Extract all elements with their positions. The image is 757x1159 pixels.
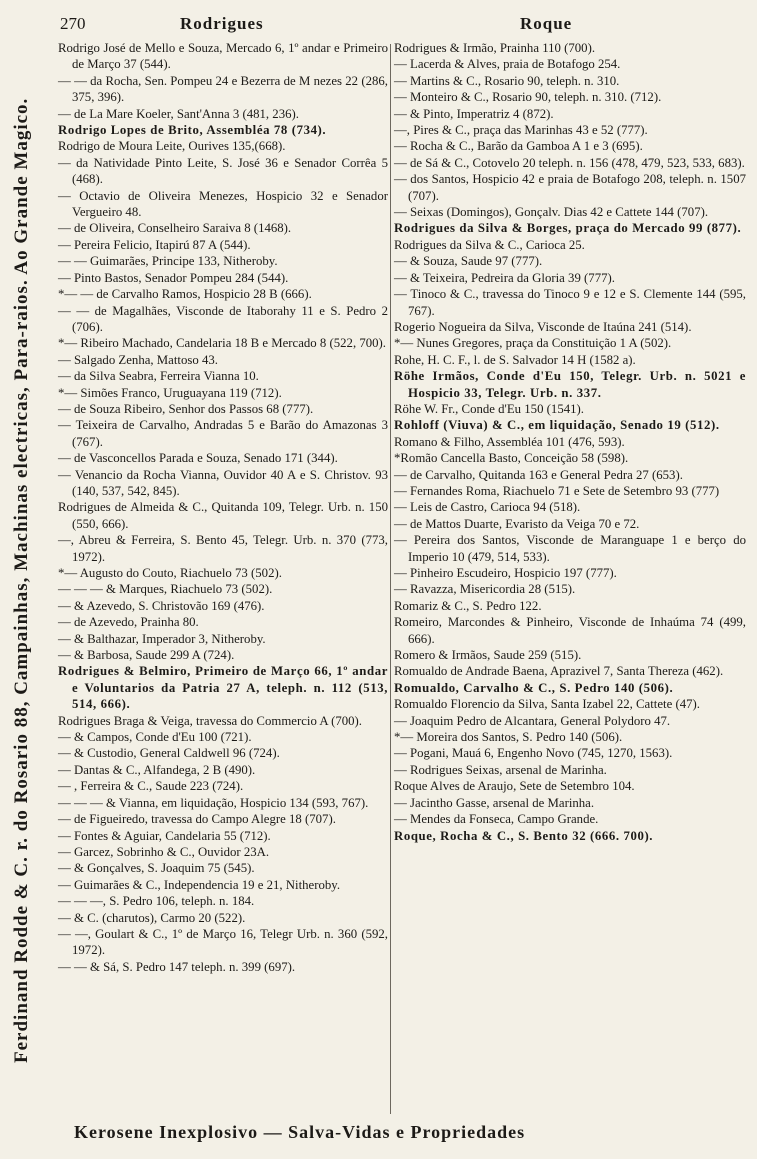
directory-entry: — Rocha & C., Barão da Gamboa A 1 e 3 (695).	[394, 139, 643, 154]
directory-entry: — & Campos, Conde d'Eu 100 (721).	[58, 730, 252, 745]
directory-entry: *— Augusto do Couto, Riachuelo 73 (502).	[58, 566, 282, 580]
directory-entry: — de Oliveira, Conselheiro Saraiva 8 (1468).	[58, 221, 292, 236]
directory-entry: — Joaquim Pedro de Alcantara, General Polydoro 47.	[394, 713, 671, 728]
bottom-advertisement: Kerosene Inexplosivo — Salva-Vidas e Propriedades	[74, 1122, 526, 1142]
directory-entry: — Garcez, Sobrinho & C., Ouvidor 23A.	[58, 844, 270, 859]
right-running-head: Roque	[520, 14, 573, 33]
directory-entry: — & Pinto, Imperatriz 4 (872).	[394, 106, 554, 121]
directory-entry: — Venancio da Rocha Vianna, Ouvidor 40 A e S. Christov. 93 (140, 537, 542, 845).	[58, 467, 388, 498]
directory-entry: — — de Magalhães, Visconde de Itaborahy 11 e S. Pedro 2 (706).	[58, 303, 388, 334]
directory-entry: — & Barbosa, Saude 299 A (724).	[58, 648, 235, 663]
directory-entry: — — da Rocha, Sen. Pompeu 24 e Bezerra de M nezes 22 (286, 375, 396).	[58, 73, 388, 105]
directory-entry: — Monteiro & C., Rosario 90, teleph. n. 310. (712).	[394, 90, 662, 105]
directory-entry: — dos Santos, Hospicio 42 e praia de Botafogo 208, teleph. n. 1507 (707).	[394, 172, 746, 203]
directory-entry: — da Natividade Pinto Leite, S. José 36 e Senador Corrêa 5 (468).	[58, 155, 388, 187]
directory-entry-bold: Romualdo, Carvalho & C., S. Pedro 140 (506).	[394, 680, 674, 695]
directory-entry: — de Azevedo, Prainha 80.	[58, 615, 199, 630]
directory-entry-bold: Roque, Rocha & C., S. Bento 32 (666. 700).	[394, 828, 654, 843]
directory-entry: — de Sá & C., Cotovelo 20 teleph. n. 156 (478, 479, 523, 533, 683).	[394, 155, 745, 170]
directory-entry: — — —, S. Pedro 106, teleph. n. 184.	[58, 894, 255, 909]
directory-entry: — Ravazza, Misericordia 28 (515).	[394, 582, 576, 597]
directory-entry-bold: Röhe Irmãos, Conde d'Eu 150, Telegr. Urb. n. 5021 e Hospicio 33, Telegr. Urb. n. 337.	[394, 369, 746, 400]
right-column	[394, 40, 746, 844]
directory-entry: *— Ribeiro Machado, Candelaria 18 B e Mercado 8 (522, 700).	[58, 336, 387, 351]
directory-entry: — Pinto Bastos, Senador Pompeu 284 (544).	[58, 270, 289, 285]
directory-entry: — & Gonçalves, S. Joaquim 75 (545).	[58, 861, 255, 876]
directory-entry: —, Abreu & Ferreira, S. Bento 45, Telegr. Urb. n. 370 (773, 1972).	[58, 533, 388, 564]
directory-entry: — — Guimarães, Principe 133, Nitheroby.	[58, 254, 278, 269]
directory-entry: Rodrigues de Almeida & C., Quitanda 109, Telegr. Urb. n. 150 (550, 666).	[58, 500, 388, 531]
directory-entry: — Martins & C., Rosario 90, teleph. n. 310.	[394, 73, 620, 88]
directory-entry: —, Pires & C., praça das Marinhas 43 e 52 (777).	[394, 123, 648, 138]
directory-entry: — Fontes & Aguiar, Candelaria 55 (712).	[58, 828, 271, 843]
directory-entry: Romariz & C., S. Pedro 122.	[394, 598, 542, 613]
column-rule	[390, 44, 391, 1114]
directory-entry: — Rodrigues Seixas, arsenal de Marinha.	[394, 762, 607, 777]
directory-entry: — de La Mare Koeler, Sant'Anna 3 (481, 236).	[58, 106, 299, 121]
directory-entry: — Teixeira de Carvalho, Andradas 5 e Barão do Amazonas 3 (767).	[58, 418, 388, 449]
directory-entry: — Guimarães & C., Independencia 19 e 21, Nitheroby.	[58, 877, 341, 892]
directory-entry: Romeiro, Marcondes & Pinheiro, Visconde de Inhaúma 74 (499, 666).	[394, 615, 746, 646]
directory-entry: *Romão Cancella Basto, Conceição 58 (598).	[394, 451, 629, 466]
directory-entry: — de Mattos Duarte, Evaristo da Veiga 70 e 72.	[394, 516, 640, 531]
directory-entry: *— Simões Franco, Uruguayana 119 (712).	[58, 385, 282, 400]
directory-entry: — & Souza, Saude 97 (777).	[394, 254, 543, 269]
directory-entry: — , Ferreira & C., Saude 223 (724).	[58, 779, 244, 794]
directory-entry-bold: Rodrigues & Belmiro, Primeiro de Março 66, 1º andar e Voluntarios da Patria 27 A, teleph. n. 112 (513, 514, 666).	[58, 664, 388, 712]
page-number: 270	[60, 14, 86, 33]
directory-entry: — da Silva Seabra, Ferreira Vianna 10.	[58, 369, 259, 384]
directory-entry: Rodrigues da Silva & C., Carioca 25.	[394, 237, 585, 252]
directory-entry-bold: Rohloff (Viuva) & C., em liquidação, Senado 19 (512).	[394, 418, 720, 433]
directory-entry: — Pereira dos Santos, Visconde de Maranguape 1 e berço do Imperio 10 (479, 514, 533).	[394, 533, 746, 564]
directory-entry: — & Balthazar, Imperador 3, Nitheroby.	[58, 631, 266, 646]
directory-entry: — & C. (charutos), Carmo 20 (522).	[58, 910, 246, 925]
directory-entry: Romero & Irmãos, Saude 259 (515).	[394, 648, 582, 663]
directory-entry: — — & Sá, S. Pedro 147 teleph. n. 399 (697).	[58, 959, 296, 974]
directory-entry: — & Custodio, General Caldwell 96 (724).	[58, 746, 280, 761]
directory-entry: Romualdo de Andrade Baena, Aprazivel 7, Santa Thereza (462).	[394, 664, 724, 679]
directory-entry: — Octavio de Oliveira Menezes, Hospicio 32 e Senador Vergueiro 48.	[58, 188, 388, 220]
directory-entry: *— Nunes Gregores, praça da Constituição 1 A (502).	[394, 336, 672, 351]
directory-entry: *— Moreira dos Santos, S. Pedro 140 (506).	[394, 730, 623, 745]
directory-entry: Rohe, H. C. F., l. de S. Salvador 14 H (1582 a).	[394, 352, 636, 367]
directory-entry: Romualdo Florencio da Silva, Santa Izabel 22, Cattete (47).	[394, 697, 700, 712]
directory-entry: — — — & Vianna, em liquidação, Hospicio 134 (593, 767).	[58, 795, 369, 810]
directory-entry: — — — & Marques, Riachuelo 73 (502).	[58, 582, 273, 597]
left-column	[58, 40, 388, 975]
directory-entry: Roque Alves de Araujo, Sete de Setembro 104.	[394, 779, 635, 794]
directory-entry: — Pinheiro Escudeiro, Hospicio 197 (777).	[394, 566, 617, 580]
directory-entry: — de Carvalho, Quitanda 163 e General Pedra 27 (653).	[394, 467, 683, 482]
directory-entry: Romano & Filho, Assembléa 101 (476, 593).	[394, 434, 625, 449]
directory-entry: — Pereira Felicio, Itapirú 87 A (544).	[58, 237, 251, 252]
directory-entry: — Tinoco & C., travessa do Tinoco 9 e 12 e S. Clemente 144 (595, 767).	[394, 287, 746, 318]
side-advertisement: Ferdinand Rodde & C. r. do Rosario 88, Campainhas, Machinas electricas, Para-raios. Ao Grande Magico.	[11, 97, 32, 1063]
directory-entry: — Seixas (Domingos), Gonçalv. Dias 42 e Cattete 144 (707).	[394, 205, 709, 220]
directory-entry: — Jacintho Gasse, arsenal de Marinha.	[394, 795, 595, 810]
directory-entry: Rodrigo de Moura Leite, Ourives 135,(668).	[58, 139, 286, 154]
directory-entry: — & Azevedo, S. Christovão 169 (476).	[58, 598, 265, 613]
directory-entry: — Leis de Castro, Carioca 94 (518).	[394, 500, 581, 515]
directory-entry: Rodrigues & Irmão, Prainha 110 (700).	[394, 41, 596, 55]
directory-entry: — de Figueiredo, travessa do Campo Alegre 18 (707).	[58, 812, 336, 827]
directory-entry: Röhe W. Fr., Conde d'Eu 150 (1541).	[394, 401, 584, 416]
directory-entry: — Mendes da Fonseca, Campo Grande.	[394, 812, 599, 827]
directory-entry: *— — de Carvalho Ramos, Hospicio 28 B (666).	[58, 287, 312, 302]
directory-entry: Rodrigo José de Mello e Souza, Mercado 6, 1º andar e Primeiro de Março 37 (544).	[58, 41, 388, 72]
left-running-head: Rodrigues	[180, 14, 264, 33]
directory-entry-bold: Rodrigues da Silva & Borges, praça do Mercado 99 (877).	[394, 221, 742, 236]
directory-entry: — & Teixeira, Pedreira da Gloria 39 (777).	[394, 270, 615, 285]
directory-entry: — —, Goulart & C., 1º de Março 16, Telegr Urb. n. 360 (592, 1972).	[58, 926, 388, 958]
directory-entry: — Pogani, Mauá 6, Engenho Novo (745, 1270, 1563).	[394, 746, 673, 761]
directory-entry-bold: Rodrigo Lopes de Brito, Assembléa 78 (734).	[58, 123, 327, 138]
directory-entry: — Fernandes Roma, Riachuelo 71 e Sete de Setembro 93 (777)	[394, 483, 720, 498]
directory-entry: — de Souza Ribeiro, Senhor dos Passos 68 (777).	[58, 401, 314, 416]
directory-entry: — de Vasconcellos Parada e Souza, Senado 171 (344).	[58, 451, 338, 466]
directory-entry: — Salgado Zenha, Mattoso 43.	[58, 352, 218, 367]
directory-entry: Rodrigues Braga & Veiga, travessa do Commercio A (700).	[58, 713, 362, 728]
directory-entry: — Dantas & C., Alfandega, 2 B (490).	[58, 762, 256, 777]
directory-entry: Rogerio Nogueira da Silva, Visconde de Itaúna 241 (514).	[394, 319, 692, 334]
directory-entry: — Lacerda & Alves, praia de Botafogo 254.	[394, 57, 621, 72]
